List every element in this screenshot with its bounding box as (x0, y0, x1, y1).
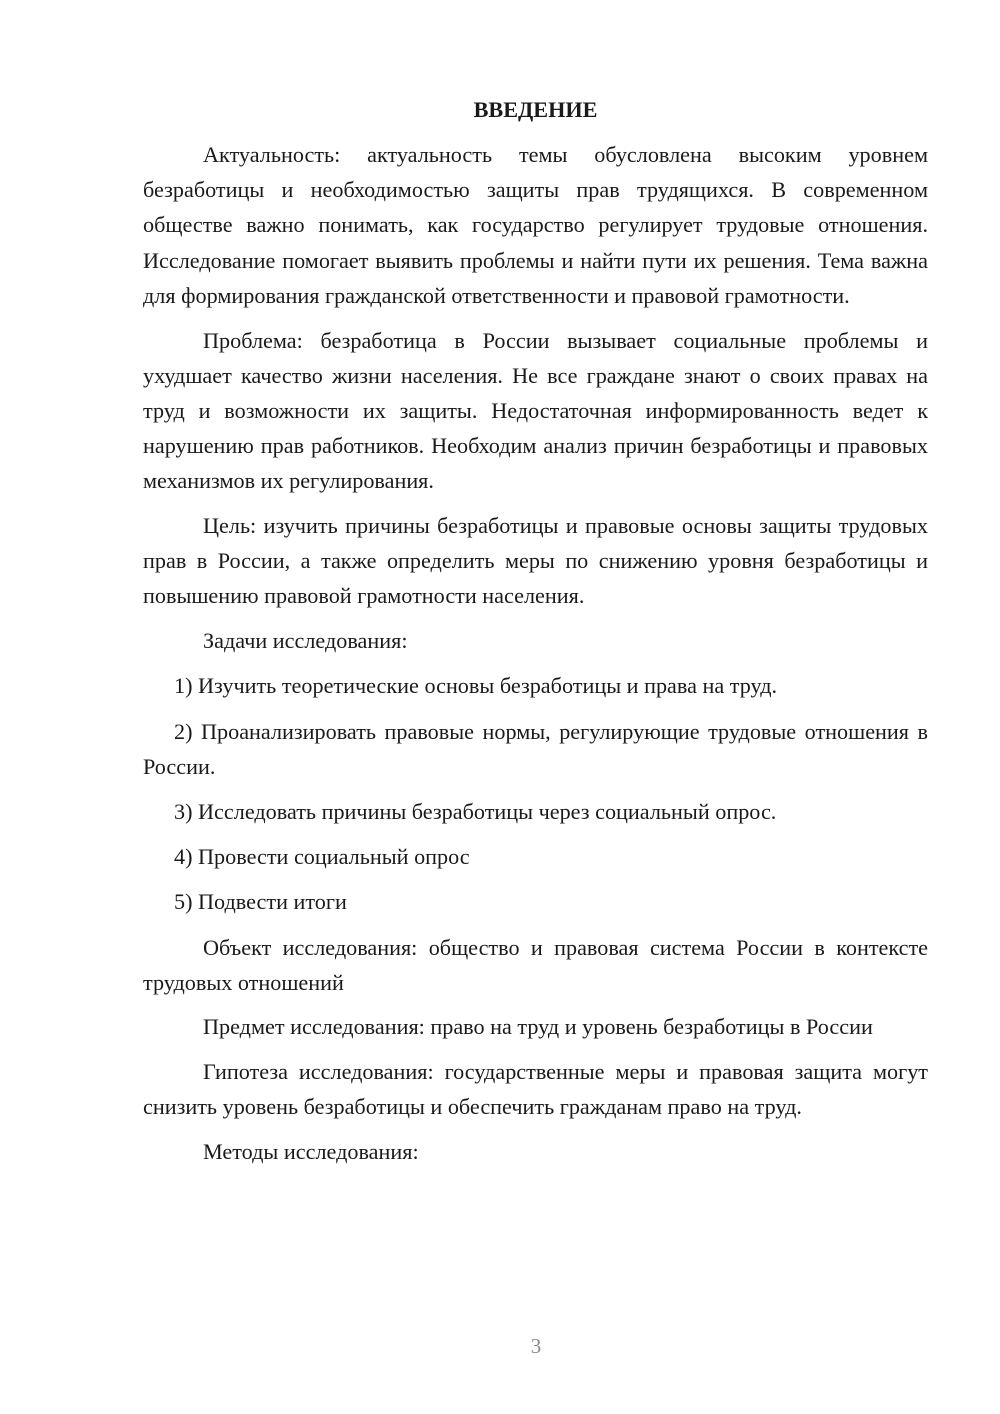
paragraph-goal: Цель: изучить причины безработицы и правовые основы защиты трудовых прав в России, а также определить меры по снижению уровня безработицы и повышению правовой грамотности населения. (143, 513, 928, 609)
task-item-1: 1) Изучить теоретические основы безработицы и права на труд. (174, 673, 778, 699)
paragraph-object: Объект исследования: общество и правовая система России в контексте трудовых отношений (143, 934, 928, 995)
paragraph-relevance: Актуальность: актуальность темы обусловлена высоким уровнем безработицы и необходимостью защиты прав трудящихся. В современном обществе важно понимать, как государство регулирует трудовые отношения. Исследование помогает выявить проблемы и найти пути их решения. Тема важна для формирования гражданской ответственности и правовой грамотности. (143, 142, 928, 308)
page-content (143, 92, 928, 1179)
task-item-2: 2) Проанализировать правовые нормы, регулирующие трудовые отношения в России. (143, 718, 928, 779)
section-title: ВВЕДЕНИЕ (473, 97, 598, 122)
tasks-heading: Задачи исследования: (203, 628, 408, 654)
paragraph-hypothesis: Гипотеза исследования: государственные меры и правовая защита могут снизить уровень безработицы и обеспечить гражданам право на труд. (143, 1059, 928, 1120)
task-item-4: 4) Провести социальный опрос (174, 844, 470, 870)
paragraph-subject: Предмет исследования: право на труд и уровень безработицы в России (203, 1014, 873, 1040)
task-item-3: 3) Исследовать причины безработицы через социальный опрос. (174, 798, 777, 824)
methods-heading: Методы исследования: (203, 1139, 419, 1165)
task-item-5: 5) Подвести итоги (174, 889, 347, 915)
paragraph-problem: Проблема: безработица в России вызывает социальные проблемы и ухудшает качество жизни населения. Не все граждане знают о своих правах на труд и возможности их защиты. Недостаточная информированность ведет к нарушению прав работников. Необходим анализ причин безработицы и правовых механизмов их регулирования. (143, 327, 928, 494)
tasks-list (143, 668, 928, 919)
page-number: 3 (530, 1334, 542, 1358)
